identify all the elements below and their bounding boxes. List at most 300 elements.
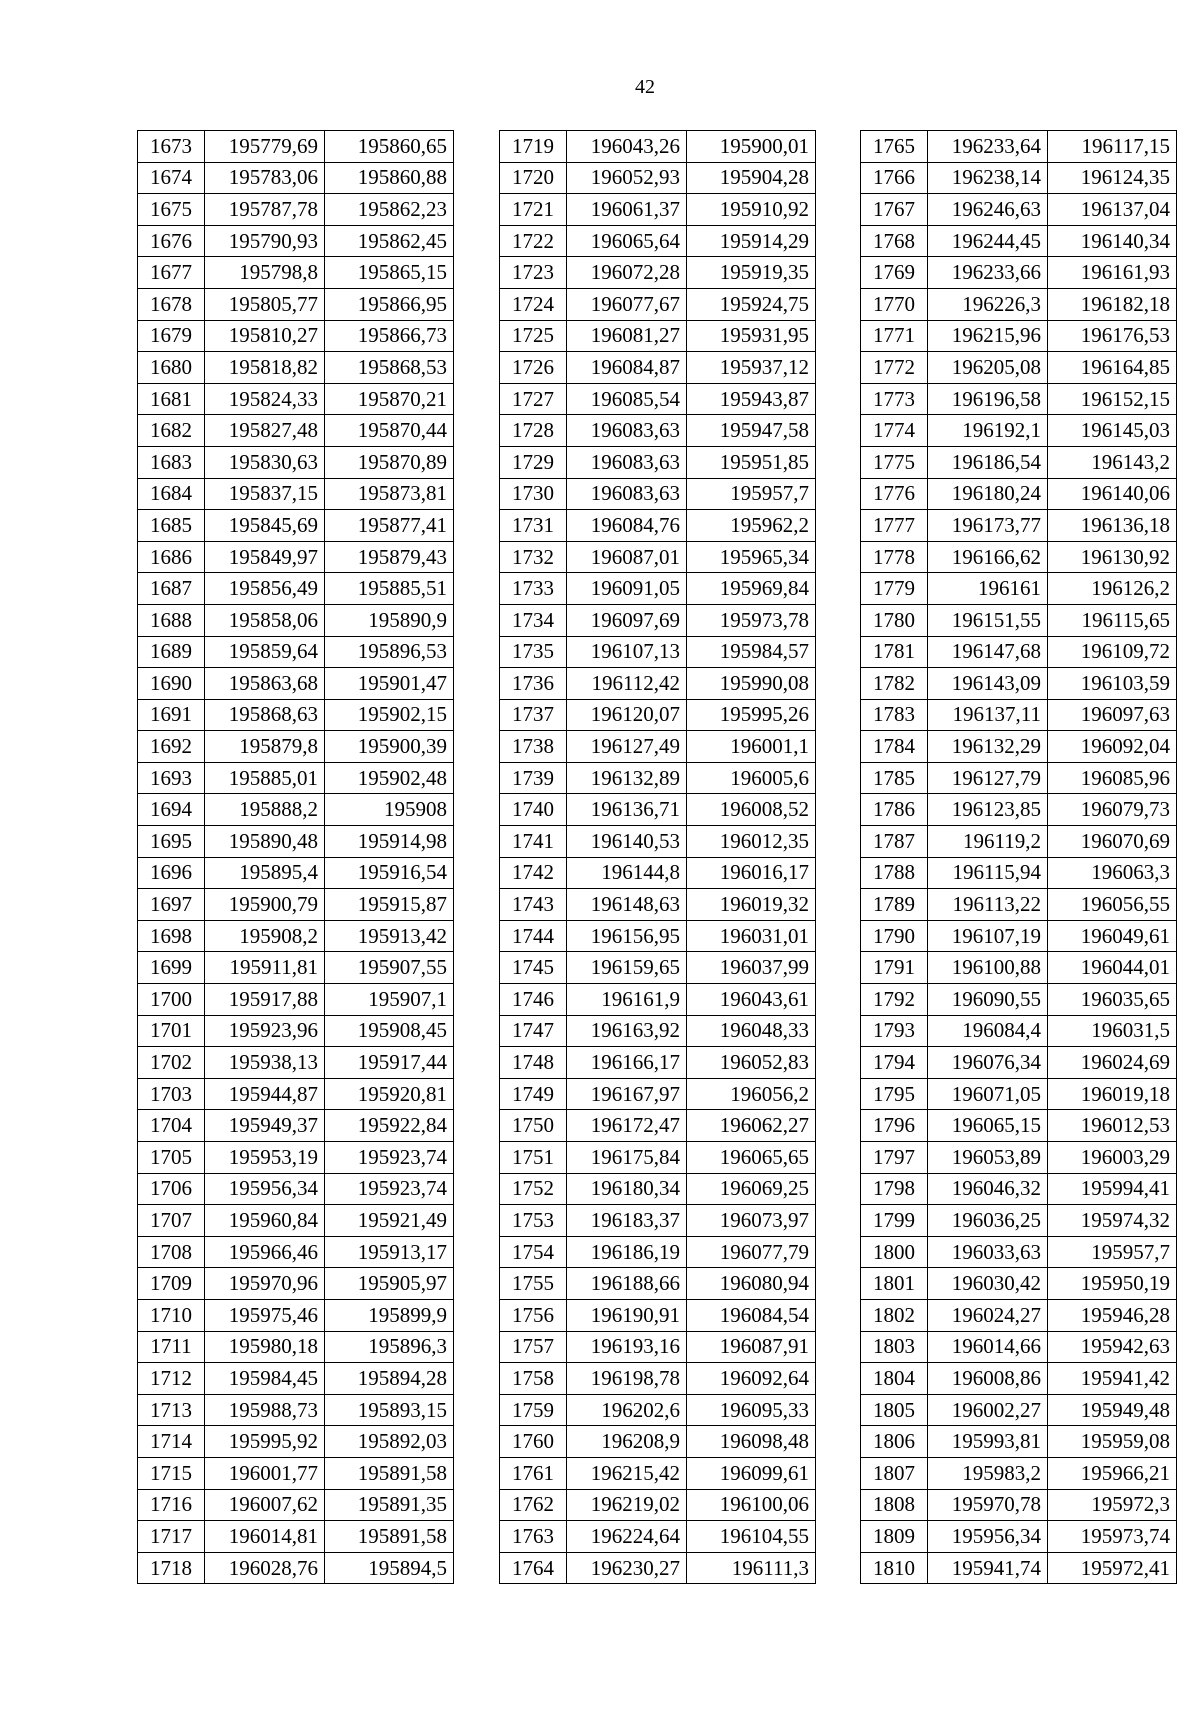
x-coordinate-cell: 195911,81 — [205, 952, 325, 984]
y-coordinate-cell: 196016,17 — [687, 857, 816, 889]
point-number-cell: 1739 — [500, 762, 567, 794]
y-coordinate-cell: 195891,58 — [325, 1457, 454, 1489]
point-number-cell: 1701 — [138, 1015, 205, 1047]
y-coordinate-cell: 196126,2 — [1048, 573, 1177, 605]
table-row — [861, 415, 1177, 447]
point-number-cell: 1767 — [861, 194, 928, 226]
point-number-cell: 1773 — [861, 383, 928, 415]
point-number-cell: 1804 — [861, 1363, 928, 1395]
y-coordinate-cell: 196077,79 — [687, 1236, 816, 1268]
x-coordinate-cell: 195970,78 — [928, 1489, 1048, 1521]
x-coordinate-cell: 196115,94 — [928, 857, 1048, 889]
x-coordinate-cell: 196205,08 — [928, 352, 1048, 384]
x-coordinate-cell: 196008,86 — [928, 1363, 1048, 1395]
point-number-cell: 1782 — [861, 668, 928, 700]
table-row — [138, 510, 454, 542]
point-number-cell: 1741 — [500, 826, 567, 858]
x-coordinate-cell: 196156,95 — [567, 920, 687, 952]
point-number-cell: 1801 — [861, 1268, 928, 1300]
x-coordinate-cell: 196081,27 — [567, 320, 687, 352]
point-number-cell: 1752 — [500, 1173, 567, 1205]
x-coordinate-cell: 195938,13 — [205, 1047, 325, 1079]
point-number-cell: 1725 — [500, 320, 567, 352]
point-number-cell: 1680 — [138, 352, 205, 384]
x-coordinate-cell: 196076,34 — [928, 1047, 1048, 1079]
point-number-cell: 1780 — [861, 604, 928, 636]
y-coordinate-cell: 195868,53 — [325, 352, 454, 384]
point-number-cell: 1761 — [500, 1457, 567, 1489]
y-coordinate-cell: 196049,61 — [1048, 920, 1177, 952]
y-coordinate-cell: 195941,42 — [1048, 1363, 1177, 1395]
point-number-cell: 1806 — [861, 1426, 928, 1458]
table-row — [861, 1236, 1177, 1268]
x-coordinate-cell: 196180,34 — [567, 1173, 687, 1205]
x-coordinate-cell: 195970,96 — [205, 1268, 325, 1300]
point-number-cell: 1695 — [138, 826, 205, 858]
point-number-cell: 1803 — [861, 1331, 928, 1363]
table-row — [500, 541, 816, 573]
y-coordinate-cell: 195969,84 — [687, 573, 816, 605]
table-row — [500, 1363, 816, 1395]
y-coordinate-cell: 195902,15 — [325, 699, 454, 731]
x-coordinate-cell: 196065,64 — [567, 225, 687, 257]
table-row — [138, 257, 454, 289]
table-row — [138, 826, 454, 858]
table-row — [500, 1331, 816, 1363]
x-coordinate-cell: 196033,63 — [928, 1236, 1048, 1268]
point-number-cell: 1737 — [500, 699, 567, 731]
y-coordinate-cell: 195860,88 — [325, 162, 454, 194]
table-row — [500, 1173, 816, 1205]
y-coordinate-cell: 196100,06 — [687, 1489, 816, 1521]
point-number-cell: 1689 — [138, 636, 205, 668]
table-row — [500, 162, 816, 194]
point-number-cell: 1769 — [861, 257, 928, 289]
y-coordinate-cell: 195896,53 — [325, 636, 454, 668]
point-number-cell: 1775 — [861, 446, 928, 478]
y-coordinate-cell: 196176,53 — [1048, 320, 1177, 352]
y-coordinate-cell: 195900,39 — [325, 731, 454, 763]
table-row — [138, 383, 454, 415]
table-row — [138, 1142, 454, 1174]
table-row — [500, 699, 816, 731]
x-coordinate-cell: 195818,82 — [205, 352, 325, 384]
y-coordinate-cell: 195907,1 — [325, 984, 454, 1016]
table-row — [138, 225, 454, 257]
point-number-cell: 1746 — [500, 984, 567, 1016]
y-coordinate-cell: 196012,35 — [687, 826, 816, 858]
x-coordinate-cell: 196083,63 — [567, 415, 687, 447]
y-coordinate-cell: 195890,9 — [325, 604, 454, 636]
y-coordinate-cell: 196065,65 — [687, 1142, 816, 1174]
table-row — [138, 446, 454, 478]
table-row — [861, 1173, 1177, 1205]
point-number-cell: 1768 — [861, 225, 928, 257]
x-coordinate-cell: 196238,14 — [928, 162, 1048, 194]
point-number-cell: 1778 — [861, 541, 928, 573]
table-row — [861, 889, 1177, 921]
y-coordinate-cell: 196092,04 — [1048, 731, 1177, 763]
point-number-cell: 1711 — [138, 1331, 205, 1363]
x-coordinate-cell: 195779,69 — [205, 131, 325, 163]
table-row — [861, 225, 1177, 257]
point-number-cell: 1678 — [138, 288, 205, 320]
y-coordinate-cell: 195923,74 — [325, 1142, 454, 1174]
y-coordinate-cell: 196087,91 — [687, 1331, 816, 1363]
y-coordinate-cell: 195922,84 — [325, 1110, 454, 1142]
x-coordinate-cell: 195983,2 — [928, 1457, 1048, 1489]
x-coordinate-cell: 195798,8 — [205, 257, 325, 289]
x-coordinate-cell: 195827,48 — [205, 415, 325, 447]
table-row — [138, 1299, 454, 1331]
table-row — [138, 857, 454, 889]
y-coordinate-cell: 195877,41 — [325, 510, 454, 542]
x-coordinate-cell: 196147,68 — [928, 636, 1048, 668]
table-row — [861, 1394, 1177, 1426]
x-coordinate-cell: 196230,27 — [567, 1552, 687, 1584]
x-coordinate-cell: 195787,78 — [205, 194, 325, 226]
point-number-cell: 1700 — [138, 984, 205, 1016]
point-number-cell: 1684 — [138, 478, 205, 510]
x-coordinate-cell: 196127,49 — [567, 731, 687, 763]
y-coordinate-cell: 195885,51 — [325, 573, 454, 605]
x-coordinate-cell: 195885,01 — [205, 762, 325, 794]
y-coordinate-cell: 196001,1 — [687, 731, 816, 763]
point-number-cell: 1771 — [861, 320, 928, 352]
point-number-cell: 1770 — [861, 288, 928, 320]
y-coordinate-cell: 196043,61 — [687, 984, 816, 1016]
point-number-cell: 1748 — [500, 1047, 567, 1079]
x-coordinate-cell: 195917,88 — [205, 984, 325, 1016]
page-number: 42 — [635, 76, 655, 98]
y-coordinate-cell: 195916,54 — [325, 857, 454, 889]
point-number-cell: 1733 — [500, 573, 567, 605]
y-coordinate-cell: 195919,35 — [687, 257, 816, 289]
table-row — [861, 194, 1177, 226]
point-number-cell: 1808 — [861, 1489, 928, 1521]
x-coordinate-cell: 195908,2 — [205, 920, 325, 952]
table-row — [500, 1142, 816, 1174]
x-coordinate-cell: 196065,15 — [928, 1110, 1048, 1142]
y-coordinate-cell: 195950,19 — [1048, 1268, 1177, 1300]
x-coordinate-cell: 196072,28 — [567, 257, 687, 289]
point-number-cell: 1792 — [861, 984, 928, 1016]
x-coordinate-cell: 196120,07 — [567, 699, 687, 731]
y-coordinate-cell: 195972,41 — [1048, 1552, 1177, 1584]
y-coordinate-cell: 195984,57 — [687, 636, 816, 668]
point-number-cell: 1810 — [861, 1552, 928, 1584]
table-row — [861, 320, 1177, 352]
x-coordinate-cell: 195858,06 — [205, 604, 325, 636]
point-number-cell: 1674 — [138, 162, 205, 194]
y-coordinate-cell: 196143,2 — [1048, 446, 1177, 478]
y-coordinate-cell: 195893,15 — [325, 1394, 454, 1426]
x-coordinate-cell: 196107,19 — [928, 920, 1048, 952]
table-row — [861, 1110, 1177, 1142]
point-number-cell: 1694 — [138, 794, 205, 826]
x-coordinate-cell: 196087,01 — [567, 541, 687, 573]
point-number-cell: 1692 — [138, 731, 205, 763]
table-row — [500, 1015, 816, 1047]
x-coordinate-cell: 196140,53 — [567, 826, 687, 858]
point-number-cell: 1745 — [500, 952, 567, 984]
table-row — [138, 762, 454, 794]
point-number-cell: 1736 — [500, 668, 567, 700]
point-number-cell: 1724 — [500, 288, 567, 320]
x-coordinate-cell: 196071,05 — [928, 1078, 1048, 1110]
x-coordinate-cell: 196219,02 — [567, 1489, 687, 1521]
table-row — [500, 794, 816, 826]
x-coordinate-cell: 196024,27 — [928, 1299, 1048, 1331]
y-coordinate-cell: 196062,27 — [687, 1110, 816, 1142]
table-row — [500, 383, 816, 415]
y-coordinate-cell: 195870,21 — [325, 383, 454, 415]
table-row — [500, 510, 816, 542]
table-row — [138, 352, 454, 384]
point-number-cell: 1779 — [861, 573, 928, 605]
table-row — [861, 857, 1177, 889]
y-coordinate-cell: 196115,65 — [1048, 604, 1177, 636]
point-number-cell: 1758 — [500, 1363, 567, 1395]
table-row — [861, 131, 1177, 163]
x-coordinate-cell: 195966,46 — [205, 1236, 325, 1268]
table-row — [138, 131, 454, 163]
table-row — [500, 1457, 816, 1489]
point-number-cell: 1683 — [138, 446, 205, 478]
x-coordinate-cell: 196173,77 — [928, 510, 1048, 542]
x-coordinate-cell: 196144,8 — [567, 857, 687, 889]
table-row — [861, 1205, 1177, 1237]
table-row — [861, 762, 1177, 794]
x-coordinate-cell: 196112,42 — [567, 668, 687, 700]
y-coordinate-cell: 196012,53 — [1048, 1110, 1177, 1142]
table-row — [861, 1489, 1177, 1521]
table-row — [138, 194, 454, 226]
table-row — [138, 604, 454, 636]
point-number-cell: 1785 — [861, 762, 928, 794]
x-coordinate-cell: 196119,2 — [928, 826, 1048, 858]
y-coordinate-cell: 195862,45 — [325, 225, 454, 257]
table-row — [500, 920, 816, 952]
x-coordinate-cell: 196192,1 — [928, 415, 1048, 447]
table-row — [138, 1489, 454, 1521]
x-coordinate-cell: 195790,93 — [205, 225, 325, 257]
table-row — [500, 225, 816, 257]
point-number-cell: 1717 — [138, 1521, 205, 1553]
table-row — [500, 320, 816, 352]
y-coordinate-cell: 196035,65 — [1048, 984, 1177, 1016]
point-number-cell: 1743 — [500, 889, 567, 921]
y-coordinate-cell: 196070,69 — [1048, 826, 1177, 858]
y-coordinate-cell: 195920,81 — [325, 1078, 454, 1110]
table-row — [500, 352, 816, 384]
point-number-cell: 1763 — [500, 1521, 567, 1553]
y-coordinate-cell: 196085,96 — [1048, 762, 1177, 794]
table-row — [861, 920, 1177, 952]
x-coordinate-cell: 195895,4 — [205, 857, 325, 889]
point-number-cell: 1731 — [500, 510, 567, 542]
table-row — [500, 446, 816, 478]
x-coordinate-cell: 196036,25 — [928, 1205, 1048, 1237]
table-row — [500, 1047, 816, 1079]
table-row — [500, 604, 816, 636]
y-coordinate-cell: 195914,29 — [687, 225, 816, 257]
point-number-cell: 1730 — [500, 478, 567, 510]
y-coordinate-cell: 195959,08 — [1048, 1426, 1177, 1458]
x-coordinate-cell: 196090,55 — [928, 984, 1048, 1016]
x-coordinate-cell: 196196,58 — [928, 383, 1048, 415]
point-number-cell: 1727 — [500, 383, 567, 415]
y-coordinate-cell: 196182,18 — [1048, 288, 1177, 320]
coordinates-table-3 — [860, 130, 1177, 1584]
y-coordinate-cell: 196019,32 — [687, 889, 816, 921]
table-row — [500, 1394, 816, 1426]
x-coordinate-cell: 195845,69 — [205, 510, 325, 542]
x-coordinate-cell: 196084,76 — [567, 510, 687, 542]
x-coordinate-cell: 196186,19 — [567, 1236, 687, 1268]
point-number-cell: 1710 — [138, 1299, 205, 1331]
x-coordinate-cell: 196014,66 — [928, 1331, 1048, 1363]
x-coordinate-cell: 196215,42 — [567, 1457, 687, 1489]
y-coordinate-cell: 195908,45 — [325, 1015, 454, 1047]
table-row — [500, 194, 816, 226]
table-row — [138, 1078, 454, 1110]
point-number-cell: 1740 — [500, 794, 567, 826]
x-coordinate-cell: 196175,84 — [567, 1142, 687, 1174]
y-coordinate-cell: 195904,28 — [687, 162, 816, 194]
table-row — [500, 1268, 816, 1300]
y-coordinate-cell: 196152,15 — [1048, 383, 1177, 415]
table-row — [500, 1489, 816, 1521]
x-coordinate-cell: 195830,63 — [205, 446, 325, 478]
table-row — [861, 699, 1177, 731]
table-row — [138, 889, 454, 921]
point-number-cell: 1805 — [861, 1394, 928, 1426]
x-coordinate-cell: 196166,17 — [567, 1047, 687, 1079]
x-coordinate-cell: 195944,87 — [205, 1078, 325, 1110]
point-number-cell: 1676 — [138, 225, 205, 257]
x-coordinate-cell: 196172,47 — [567, 1110, 687, 1142]
point-number-cell: 1729 — [500, 446, 567, 478]
point-number-cell: 1750 — [500, 1110, 567, 1142]
y-coordinate-cell: 196145,03 — [1048, 415, 1177, 447]
table-row — [500, 984, 816, 1016]
x-coordinate-cell: 195953,19 — [205, 1142, 325, 1174]
point-number-cell: 1697 — [138, 889, 205, 921]
table-row — [500, 889, 816, 921]
table-row — [861, 288, 1177, 320]
y-coordinate-cell: 195907,55 — [325, 952, 454, 984]
table-row — [138, 1236, 454, 1268]
x-coordinate-cell: 196107,13 — [567, 636, 687, 668]
point-number-cell: 1791 — [861, 952, 928, 984]
x-coordinate-cell: 195960,84 — [205, 1205, 325, 1237]
x-coordinate-cell: 196061,37 — [567, 194, 687, 226]
point-number-cell: 1759 — [500, 1394, 567, 1426]
y-coordinate-cell: 195957,7 — [687, 478, 816, 510]
y-coordinate-cell: 196137,04 — [1048, 194, 1177, 226]
x-coordinate-cell: 195824,33 — [205, 383, 325, 415]
y-coordinate-cell: 195951,85 — [687, 446, 816, 478]
y-coordinate-cell: 195990,08 — [687, 668, 816, 700]
x-coordinate-cell: 196084,4 — [928, 1015, 1048, 1047]
y-coordinate-cell: 195913,17 — [325, 1236, 454, 1268]
point-number-cell: 1682 — [138, 415, 205, 447]
table-row — [138, 288, 454, 320]
x-coordinate-cell: 196190,91 — [567, 1299, 687, 1331]
y-coordinate-cell: 196024,69 — [1048, 1047, 1177, 1079]
x-coordinate-cell: 196198,78 — [567, 1363, 687, 1395]
table-row — [138, 1552, 454, 1584]
table-row — [861, 668, 1177, 700]
point-number-cell: 1702 — [138, 1047, 205, 1079]
x-coordinate-cell: 196208,9 — [567, 1426, 687, 1458]
point-number-cell: 1777 — [861, 510, 928, 542]
point-number-cell: 1755 — [500, 1268, 567, 1300]
y-coordinate-cell: 195937,12 — [687, 352, 816, 384]
point-number-cell: 1709 — [138, 1268, 205, 1300]
point-number-cell: 1735 — [500, 636, 567, 668]
x-coordinate-cell: 196043,26 — [567, 131, 687, 163]
y-coordinate-cell: 196140,34 — [1048, 225, 1177, 257]
table-row — [500, 1110, 816, 1142]
point-number-cell: 1706 — [138, 1173, 205, 1205]
table-row — [138, 1363, 454, 1395]
x-coordinate-cell: 196113,22 — [928, 889, 1048, 921]
table-row — [138, 415, 454, 447]
point-number-cell: 1686 — [138, 541, 205, 573]
y-coordinate-cell: 196019,18 — [1048, 1078, 1177, 1110]
x-coordinate-cell: 195941,74 — [928, 1552, 1048, 1584]
point-number-cell: 1688 — [138, 604, 205, 636]
x-coordinate-cell: 195810,27 — [205, 320, 325, 352]
table-row — [138, 1205, 454, 1237]
y-coordinate-cell: 195892,03 — [325, 1426, 454, 1458]
table-row — [138, 794, 454, 826]
x-coordinate-cell: 195849,97 — [205, 541, 325, 573]
coordinates-table-2 — [499, 130, 816, 1584]
point-number-cell: 1705 — [138, 1142, 205, 1174]
table-row — [861, 573, 1177, 605]
table-row — [138, 478, 454, 510]
table-row — [500, 826, 816, 858]
point-number-cell: 1713 — [138, 1394, 205, 1426]
point-number-cell: 1675 — [138, 194, 205, 226]
point-number-cell: 1781 — [861, 636, 928, 668]
table-row — [861, 604, 1177, 636]
table-row — [138, 1426, 454, 1458]
point-number-cell: 1720 — [500, 162, 567, 194]
table-row — [500, 636, 816, 668]
point-number-cell: 1722 — [500, 225, 567, 257]
table-row — [861, 984, 1177, 1016]
table-row — [861, 383, 1177, 415]
x-coordinate-cell: 195980,18 — [205, 1331, 325, 1363]
point-number-cell: 1738 — [500, 731, 567, 763]
table-row — [861, 1331, 1177, 1363]
x-coordinate-cell: 196085,54 — [567, 383, 687, 415]
point-number-cell: 1728 — [500, 415, 567, 447]
y-coordinate-cell: 196099,61 — [687, 1457, 816, 1489]
x-coordinate-cell: 196097,69 — [567, 604, 687, 636]
point-number-cell: 1744 — [500, 920, 567, 952]
x-coordinate-cell: 196161 — [928, 573, 1048, 605]
point-number-cell: 1774 — [861, 415, 928, 447]
y-coordinate-cell: 195923,74 — [325, 1173, 454, 1205]
point-number-cell: 1757 — [500, 1331, 567, 1363]
x-coordinate-cell: 196083,63 — [567, 478, 687, 510]
y-coordinate-cell: 195870,44 — [325, 415, 454, 447]
